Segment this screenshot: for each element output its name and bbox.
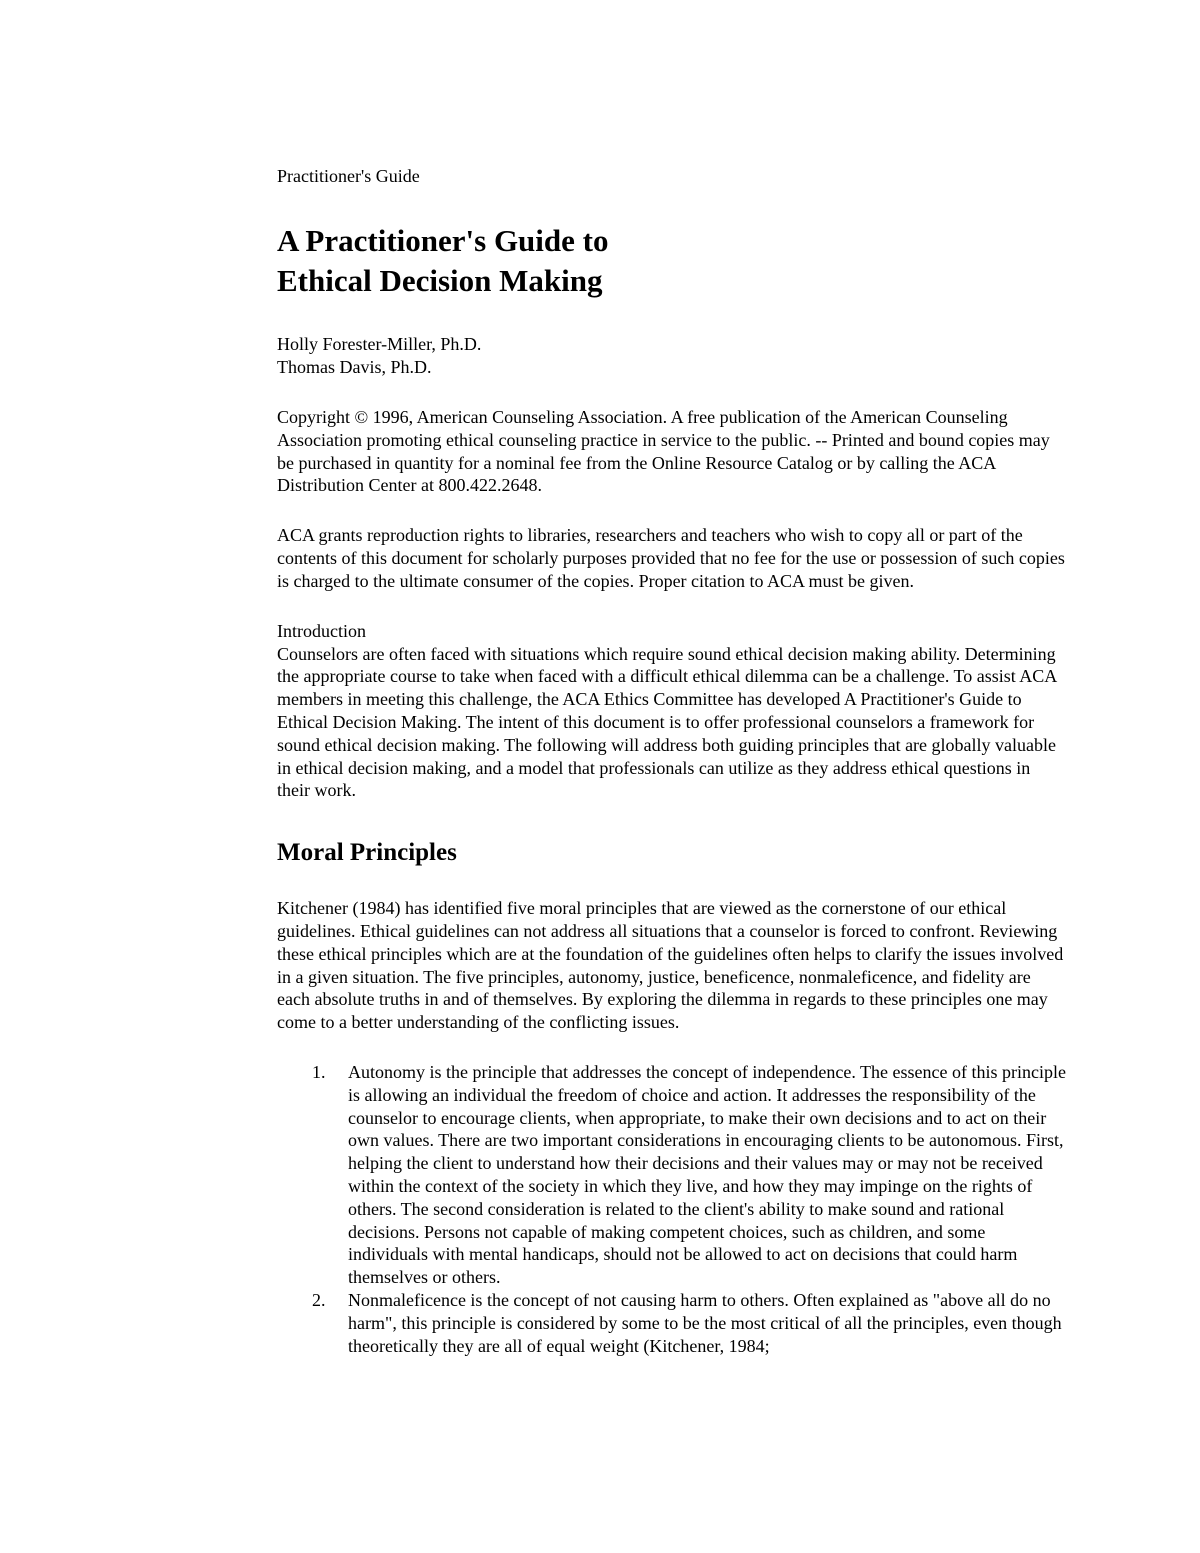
introduction-heading: Introduction <box>277 620 366 641</box>
author-name: Thomas Davis, Ph.D. <box>277 357 432 377</box>
list-item-number: 1. <box>312 1061 326 1082</box>
list-item-text: Nonmaleficence is the concept of not causing harm to others. Often explained as "above all do no harm", this principle is considered by some to be the most critical of all the principles, even though theoretically they are all of equal weight (Kitchener, 1984; <box>348 1289 1062 1356</box>
list-item-text: Autonomy is the principle that addresses the concept of independence. The essence of this principle is allowing an individual the freedom of choice and action. It addresses the responsibility of the counselor to encourage clients, when appropriate, to make their own decisions and to act on their own values. There are two important considerations in encouraging clients to be autonomous. First, helping the client to understand how their decisions and their values may or may not be received within the context of the society in which they live, and how they may impinge on the rights of others. The second consideration is related to the client's ability to make sound and rational decisions. Persons not capable of making competent choices, such as children, and some individuals with mental handicaps, should not be allowed to act on decisions that could harm themselves or others. <box>348 1061 1066 1288</box>
introduction-body: Counselors are often faced with situations which require sound ethical decision making ability. Determining the appropriate course to take when faced with a difficult ethical dilemma can be a challenge. To assist ACA members in meeting this challenge, the ACA Ethics Committee has developed A Practitioner's Guide to Ethical Decision Making. The intent of this document is to offer professional counselors a framework for sound ethical decision making. The following will address both guiding principles that are globally valuable in ethical decision making, and a model that professionals can utilize as they address ethical questions in their work. <box>277 643 1057 801</box>
author-name: Holly Forester-Miller, Ph.D. <box>277 334 482 354</box>
moral-principles-intro: Kitchener (1984) has identified five moral principles that are viewed as the cornerstone of our ethical guidelines. Ethical guidelines can not address all situations that a counselor is forced to confront. Reviewing these ethical principles which are at the foundation of the guidelines often helps to clarify the issues involved in a given situation. The five principles, autonomy, justice, beneficence, nonmaleficence, and fidelity are each absolute truths in and of themselves. By exploring the dilemma in regards to these principles one may come to a better understanding of the conflicting issues. <box>277 898 1064 1033</box>
moral-principles-heading: Moral Principles <box>277 839 457 867</box>
document-title <box>277 221 1067 301</box>
author-list <box>277 333 1067 379</box>
running-head: Practitioner's Guide <box>277 166 420 186</box>
principles-list <box>277 1061 1067 1357</box>
title-line-2: Ethical Decision Making <box>277 263 603 298</box>
reproduction-rights: ACA grants reproduction rights to libraries, researchers and teachers who wish to copy all or part of the contents of this document for scholarly purposes provided that no fee for the use or possession of such copies is charged to the ultimate consumer of the copies. Proper citation to ACA must be given. <box>277 525 1065 591</box>
list-item <box>277 1289 1067 1357</box>
list-item <box>277 1061 1067 1289</box>
list-item-number: 2. <box>312 1289 326 1310</box>
document-page <box>277 165 1067 1357</box>
copyright-notice: Copyright © 1996, American Counseling Association. A free publication of the American Counseling Association promoting ethical counseling practice in service to the public. -- Printed and bound copies may be purchased in quantity for a nominal fee from the Online Resource Catalog or by calling the ACA Distribution Center at 800.422.2648. <box>277 407 1050 496</box>
title-line-1: A Practitioner's Guide to <box>277 223 609 258</box>
